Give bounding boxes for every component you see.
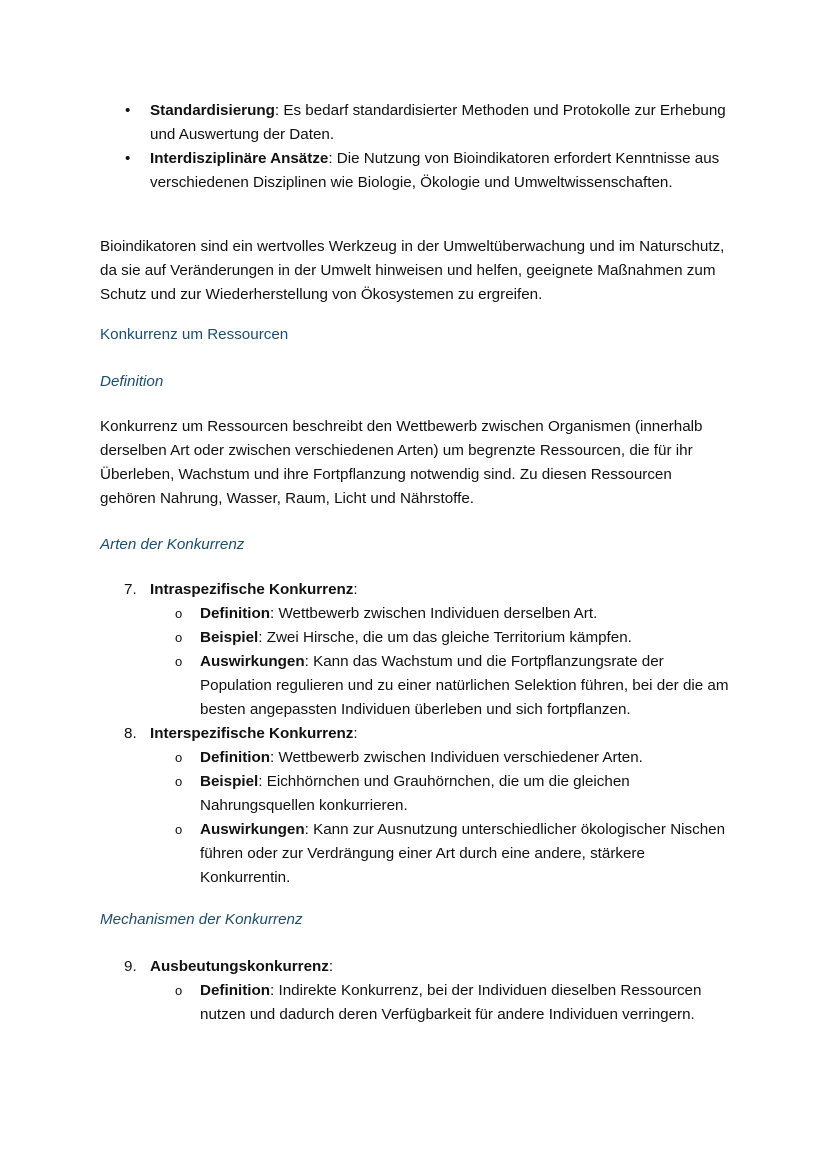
numbered-item [0, 955, 828, 979]
sub-term: Definition [200, 605, 271, 622]
sub-bullet: o [175, 822, 183, 837]
definition-heading: Definition [100, 373, 164, 390]
sub-text: : Kann zur Ausnutzung unterschiedlicher ökologischer Nischen führen oder zur Verdrängung einer Art durch eine andere, stärkere Konkurrentin. [200, 821, 726, 886]
sub-item [0, 602, 730, 626]
sub-item [0, 746, 730, 770]
item-colon: : [328, 958, 334, 975]
sub-text: : Indirekte Konkurrenz, bei der Individuen dieselben Ressourcen nutzen und dadurch deren Verfügbarkeit für andere Individuen verringern. [200, 982, 702, 1023]
sub-item [0, 626, 730, 650]
sub-term: Definition [200, 982, 271, 999]
sub-text: : Eichhörnchen und Grauhörnchen, die um die gleichen Nahrungsquellen konkurrieren. [200, 773, 630, 814]
bullet-term: Standardisierung [150, 102, 275, 119]
bullet-item [0, 147, 730, 195]
sub-bullet: o [175, 606, 183, 621]
item-colon: : [353, 725, 358, 742]
sub-text: : Wettbewerb zwischen Individuen derselben Art. [270, 605, 598, 622]
sub-term: Beispiel [200, 629, 259, 646]
sub-text: : Zwei Hirsche, die um das gleiche Territorium kämpfen. [258, 629, 632, 646]
mechanisms-heading: Mechanismen der Konkurrenz [100, 911, 303, 928]
numbered-item [0, 722, 828, 746]
sub-bullet: o [175, 630, 183, 645]
item-number: 9. [124, 958, 137, 975]
sub-term: Auswirkungen [200, 653, 305, 670]
sub-item [0, 650, 730, 722]
item-number: 7. [124, 581, 137, 598]
sub-bullet: o [175, 750, 183, 765]
bullet-text: : Die Nutzung von Bioindikatoren erfordert Kenntnisse aus verschiedenen Disziplinen wie Biologie, Ökologie und Umweltwissenschaften. [150, 150, 720, 191]
item-colon: : [353, 581, 358, 598]
item-title: Interspezifische Konkurrenz [150, 725, 354, 742]
definition-paragraph: Konkurrenz um Ressourcen beschreibt den Wettbewerb zwischen Organismen (innerhalb derselben Art oder zwischen verschiedenen Arten) um begrenzte Ressourcen, die für ihr Überleben, Wachstum und ihre Fortpflanzung notwendig sind. Zu diesen Ressourcen gehören Nahrung, Wasser, Raum, Licht und Nährstoffe. [100, 418, 703, 507]
bullet-term: Interdisziplinäre Ansätze [150, 150, 329, 167]
sub-bullet: o [175, 654, 183, 669]
sub-bullet: o [175, 983, 183, 998]
item-number: 8. [124, 725, 137, 742]
item-title: Intraspezifische Konkurrenz [150, 581, 354, 598]
sub-term: Beispiel [200, 773, 259, 790]
bullet-text: : Es bedarf standardisierter Methoden und Protokolle zur Erhebung und Auswertung der Daten. [150, 102, 726, 143]
sub-text: : Wettbewerb zwischen Individuen verschiedener Arten. [270, 749, 643, 766]
sub-item [0, 770, 730, 818]
intro-paragraph: Bioindikatoren sind ein wertvolles Werkzeug in der Umweltüberwachung und im Naturschutz, da sie auf Veränderungen in der Umwelt hinweisen und helfen, geeignete Maßnahmen zum Schutz und zur Wiederherstellung von Ökosystemen zu ergreifen. [100, 238, 725, 303]
sub-term: Definition [200, 749, 271, 766]
mechanisms-list [0, 955, 828, 1027]
section-title: Konkurrenz um Ressourcen [100, 326, 289, 343]
bullet-dot: • [125, 150, 131, 167]
types-heading: Arten der Konkurrenz [100, 536, 245, 553]
sub-text: : Kann das Wachstum und die Fortpflanzungsrate der Population regulieren und zu einer natürlichen Selektion führen, bei der die am besten angepassten Individuen überleben und sich fortpflanzen. [200, 653, 729, 718]
sub-bullet: o [175, 774, 183, 789]
sub-item [0, 979, 730, 1027]
bullet-dot: • [125, 102, 131, 119]
item-title: Ausbeutungskonkurrenz [150, 958, 329, 975]
numbered-item [0, 578, 828, 602]
bullet-item [0, 99, 730, 147]
bullet-list [0, 99, 828, 195]
sub-term: Auswirkungen [200, 821, 305, 838]
types-list [0, 578, 828, 890]
sub-item [0, 818, 730, 890]
